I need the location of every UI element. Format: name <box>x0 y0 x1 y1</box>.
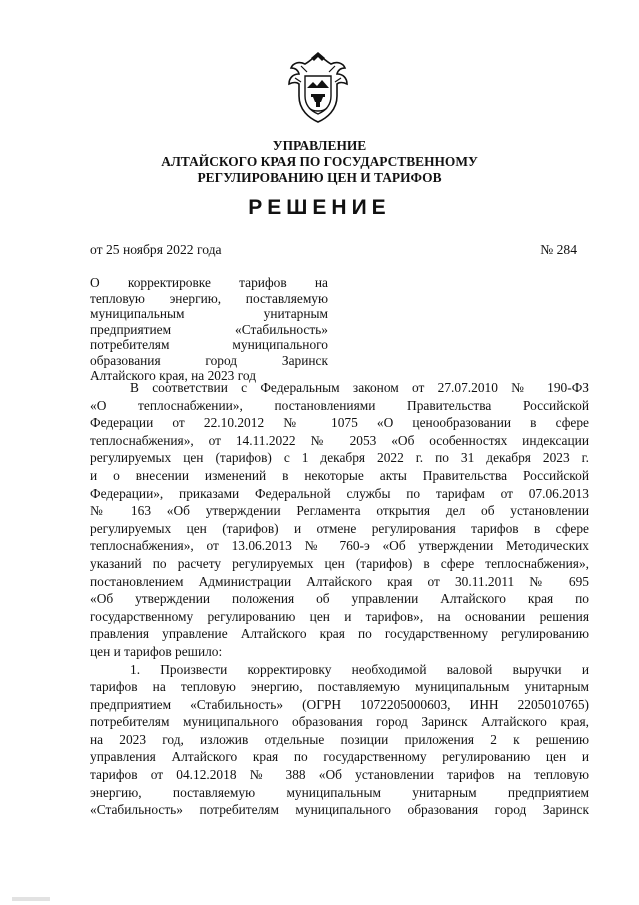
body-line: предприятием «Стабильность» (ОГРН 1072205000603, ИНН 2205010765) <box>90 696 589 712</box>
body-line: правления управление Алтайского края по государственному регулированию <box>90 626 589 642</box>
body-line: на 2023 год, изложив отдельные позиции приложения 2 к решению <box>90 731 589 747</box>
body-line: и о внесении изменений в некоторые акты Правительства Российской <box>90 467 589 483</box>
subject-line: тепловую энергию, поставляемую <box>90 290 328 306</box>
body-line: тарифов от 04.12.2018 № 388 «Об установлении тарифов на тепловую <box>90 767 589 783</box>
scan-artifact <box>12 897 50 901</box>
body-line: теплоснабжения», от 13.06.2013 № 760-э «Об утверждении Методических <box>90 538 589 554</box>
body-line: постановлением Администрации Алтайского края от 30.11.2011 № 695 <box>90 573 589 589</box>
body-line: 1. Произвести корректировку необходимой валовой выручки и <box>130 661 589 677</box>
document-subject <box>90 275 328 384</box>
body-line: указаний по расчету регулируемых цен (тарифов) в сфере теплоснабжения», <box>90 555 589 571</box>
body-line: потребителям муниципального образования город Заринск Алтайского края, <box>90 714 589 730</box>
agency-name-line: АЛТАЙСКОГО КРАЯ ПО ГОСУДАРСТВЕННОМУ <box>161 154 478 169</box>
body-line: Федерации», приказами Федеральной службы по тарифам от 07.06.2013 <box>90 485 589 501</box>
body-line: № 163 «Об утверждении Регламента открытия дел об установлении <box>90 503 589 519</box>
subject-line: Алтайского края, на 2023 год <box>90 368 257 383</box>
body-line: регулируемых цен (тарифов) и отмене регулирования тарифов в сфере <box>90 520 589 536</box>
body-line: «Об утверждении положения об управлении Алтайского края по <box>90 591 589 607</box>
body-line: В соответствии с Федеральным законом от 27.07.2010 № 190-ФЗ <box>130 380 589 395</box>
subject-line: потребителям муниципального <box>90 337 328 352</box>
body-line: управления Алтайского края по государственному регулированию цен и <box>90 749 589 765</box>
coat-of-arms-emblem <box>287 52 349 124</box>
agency-name-line: РЕГУЛИРОВАНИЮ ЦЕН И ТАРИФОВ <box>197 170 442 185</box>
document-body <box>90 379 589 819</box>
body-line: государственному регулированию цен и тарифов», на основании решения <box>90 608 589 624</box>
body-line: Федерации от 22.10.2012 № 1075 «О ценообразовании в сфере <box>90 415 589 431</box>
document-date: от 25 ноября 2022 года <box>90 242 222 257</box>
subject-line: образования город Заринск <box>90 352 328 368</box>
document-type-title: РЕШЕНИЕ <box>248 196 391 219</box>
body-line: «Стабильность» потребителям муниципального образования город Заринск <box>90 802 589 818</box>
agency-name <box>0 138 639 186</box>
subject-line: предприятием «Стабильность» <box>90 321 328 337</box>
body-line: теплоснабжения», от 14.11.2022 № 2053 «Об особенностях индексации <box>90 432 589 448</box>
subject-line: О корректировке тарифов на <box>90 275 328 290</box>
body-line: тарифов на тепловую энергию, поставляемую муниципальным унитарным <box>90 679 589 695</box>
body-line: цен и тарифов решило: <box>90 643 223 659</box>
agency-name-line: УПРАВЛЕНИЕ <box>272 138 367 153</box>
subject-line: муниципальным унитарным <box>90 306 328 321</box>
body-line: регулируемых цен (тарифов) с 1 декабря 2022 г. по 31 декабря 2023 г. <box>90 450 589 466</box>
body-line: «О теплоснабжении», постановлениями Правительства Российской <box>90 397 589 413</box>
body-line: энергию, поставляемую муниципальным унитарным предприятием <box>90 784 589 800</box>
document-number: № 284 <box>540 242 577 257</box>
